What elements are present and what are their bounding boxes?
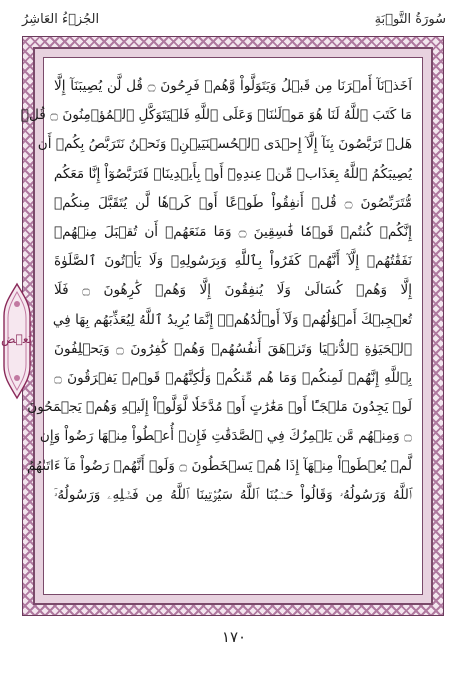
page-number: ١٧٠	[221, 628, 247, 646]
text-line-8: إِلَّا وَهُمۡ كُسَالَىٰ وَلَا يُنفِقُونَ إِلَّا وَهُمۡ كَٰرِهُونَ ۝ فَلَا	[54, 282, 412, 299]
text-line-11: بِٱللَّهِ إِنَّهُمۡ لَمِنكُمۡ وَمَا هُم مِّنكُمۡ وَلَٰكِنَّهُمۡ قَوۡمٞ يَفۡرَقُونَ ۝	[54, 370, 412, 387]
juz-title: الجُزۡءُ العَاشِرُ	[22, 12, 100, 27]
text-line-3: هَلۡ تَرَبَّصُونَ بِنَآ إِلَّآ إِحۡدَى ٱلۡحُسۡنَيَيۡنِۖ وَنَحۡنُ نَتَرَبَّصُ بِكُمۡ أَن	[37, 136, 412, 153]
text-line-15: ٱللَّهُ وَرَسُولُهُۥ وَقَالُواْ حَسۡبُنَا ٱللَّهُ سَيُؤۡتِينَا ٱللَّهُ مِن فَضۡلِهِۦ وَرَسُولُهُۥٓ	[54, 486, 412, 503]
text-line-2: مَا كَتَبَ ٱللَّهُ لَنَا هُوَ مَوۡلَىٰنَاۚ وَعَلَى ٱللَّهِ فَلۡيَتَوَكَّلِ ٱلۡمُؤۡمِنُونَ ۝ قُلۡ	[20, 107, 412, 124]
text-line-13: ۝ وَمِنۡهُم مَّن يَلۡمِزُكَ فِي ٱلصَّدَقَٰتِ فَإِنۡ أُعۡطُواْ مِنۡهَا رَضُواْ وَإِن	[39, 428, 412, 445]
surah-title: سُورَةُ التَّوۡبَةِ	[374, 12, 446, 27]
text-line-12: لَوۡ يَجِدُونَ مَلۡجَـًٔا أَوۡ مَغَٰرَٰتٍ أَوۡ مُدَّخَلٗا لَّوَلَّوۡاْ إِلَيۡهِ وَهُمۡ يَجۡمَحُونَ	[27, 399, 412, 416]
page-border-inner	[20, 47, 433, 605]
page-border-frame	[22, 36, 444, 616]
text-line-4: يُصِيبَكُمُ ٱللَّهُ بِعَذَابٖ مِّنۡ عِندِهِۦٓ أَوۡ بِأَيۡدِينَاۖ فَتَرَبَّصُوٓاْ إِنَّا مَعَكُم	[53, 165, 412, 182]
text-line-14: لَّمۡ يُعۡطَوۡاْ مِنۡهَآ إِذَا هُمۡ يَسۡخَطُونَ ۝ وَلَوۡ أَنَّهُمۡ رَضُواْ مَآ ءَاتَىٰهُمُ	[26, 457, 412, 474]
hizb-marker	[2, 282, 32, 400]
quran-text-block	[20, 57, 423, 595]
text-line-5: مُّتَرَبِّصُونَ ۝ قُلۡ أَنفِقُواْ طَوۡعًا أَوۡ كَرۡهٗا لَّن يُتَقَبَّلَ مِنكُمۡ	[54, 194, 412, 211]
text-line-6: إِنَّكُمۡ كُنتُمۡ قَوۡمٗا فَٰسِقِينَ ۝ وَمَا مَنَعَهُمۡ أَن تُقۡبَلَ مِنۡهُمۡ	[54, 224, 412, 241]
text-line-1: اَخَذۡنَآ أَمۡرَنَا مِن قَبۡلُ وَيَتَوَلَّواْ وَّهُمۡ فَرِحُونَ ۝ قُل لَّن يُصِيبَنَآ إِلَّا	[54, 78, 412, 94]
text-line-9: تُعۡجِبۡكَ أَمۡوَٰلُهُمۡ وَلَآ أَوۡلَٰدُهُمۡۚ إِنَّمَا يُرِيدُ ٱللَّهُ لِيُعَذِّبَهُم بِهَا فِي	[52, 311, 412, 328]
text-line-7: نَفَقَٰتُهُمۡ إِلَّآ أَنَّهُمۡ كَفَرُواْ بِٱللَّهِ وَبِرَسُولِهِۦ وَلَا يَأۡتُونَ ٱلصَّلَوٰةَ	[54, 253, 412, 270]
hizb-label: بَعۡض	[0, 332, 32, 346]
text-line-10: ٱلۡحَيَوٰةِ ٱلدُّنۡيَا وَتَزۡهَقَ أَنفُسُهُمۡ وَهُمۡ كَٰفِرُونَ ۝ وَيَحۡلِفُونَ	[54, 340, 413, 357]
